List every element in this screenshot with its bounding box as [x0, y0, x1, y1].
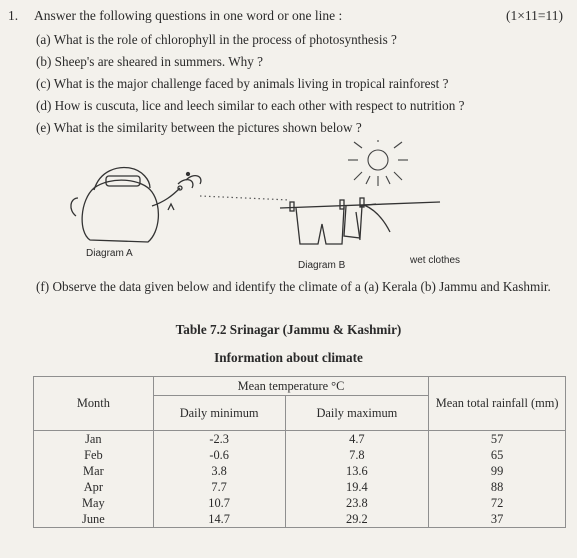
question-part-a: (a) What is the role of chlorophyll in the process of photosynthesis ?: [36, 32, 397, 47]
cell-month: Mar: [34, 463, 154, 479]
cell-rain: 65: [429, 447, 566, 463]
cell-rain: 72: [429, 495, 566, 511]
cell-max: 29.2: [285, 511, 429, 528]
diagram-a-label: Diagram A: [86, 248, 133, 259]
question-marks: (1×11=11): [506, 8, 563, 23]
cell-month: June: [34, 511, 154, 528]
question-part-d: (d) How is cuscuta, lice and leech similar to each other with respect to nutrition ?: [36, 98, 465, 113]
cell-month: May: [34, 495, 154, 511]
climate-table: [33, 376, 566, 528]
header-daily-min: Daily minimum: [153, 396, 285, 431]
question-instruction: Answer the following questions in one word or one line :: [34, 8, 343, 23]
table-row: [34, 479, 566, 495]
header-month: Month: [34, 377, 154, 431]
cell-min: -0.6: [153, 447, 285, 463]
table-row: [34, 495, 566, 511]
cell-rain: 57: [429, 431, 566, 448]
header-mean-temp: Mean temperature °C: [153, 377, 429, 396]
cell-rain: 88: [429, 479, 566, 495]
cell-min: 7.7: [153, 479, 285, 495]
cell-max: 4.7: [285, 431, 429, 448]
cell-max: 23.8: [285, 495, 429, 511]
sun-drawing: [348, 140, 408, 186]
table-row: [34, 447, 566, 463]
kettle-drawing: [71, 168, 201, 242]
header-rainfall: Mean total rainfall (mm): [429, 377, 566, 431]
wet-clothes-label: wet clothes: [410, 255, 461, 266]
cell-max: 13.6: [285, 463, 429, 479]
header-daily-max: Daily maximum: [285, 396, 429, 431]
cell-max: 19.4: [285, 479, 429, 495]
question-number: 1.: [8, 8, 19, 23]
cell-min: 3.8: [153, 463, 285, 479]
cell-month: Feb: [34, 447, 154, 463]
question-part-e: (e) What is the similarity between the pictures shown below ?: [36, 120, 362, 135]
question-figure: [60, 140, 540, 275]
table-row: [34, 463, 566, 479]
cell-min: 10.7: [153, 495, 285, 511]
table-row: [34, 511, 566, 528]
table-subtitle: Information about climate: [214, 350, 363, 365]
cell-month: Jan: [34, 431, 154, 448]
vapor-dots: [200, 196, 290, 200]
table-title: Table 7.2 Srinagar (Jammu & Kashmir): [175, 322, 402, 337]
question-part-b: (b) Sheep's are sheared in summers. Why ?: [36, 54, 263, 69]
cell-month: Apr: [34, 479, 154, 495]
diagram-b-label: Diagram B: [298, 260, 346, 271]
table-row: [34, 431, 566, 448]
clothesline-drawing: [280, 198, 440, 244]
cell-min: -2.3: [153, 431, 285, 448]
cell-rain: 37: [429, 511, 566, 528]
question-part-c: (c) What is the major challenge faced by animals living in tropical rainforest ?: [36, 76, 449, 91]
cell-max: 7.8: [285, 447, 429, 463]
question-part-f: (f) Observe the data given below and identify the climate of a (a) Kerala (b) Jammu and Kashmir.: [36, 279, 551, 294]
cell-min: 14.7: [153, 511, 285, 528]
cell-rain: 99: [429, 463, 566, 479]
